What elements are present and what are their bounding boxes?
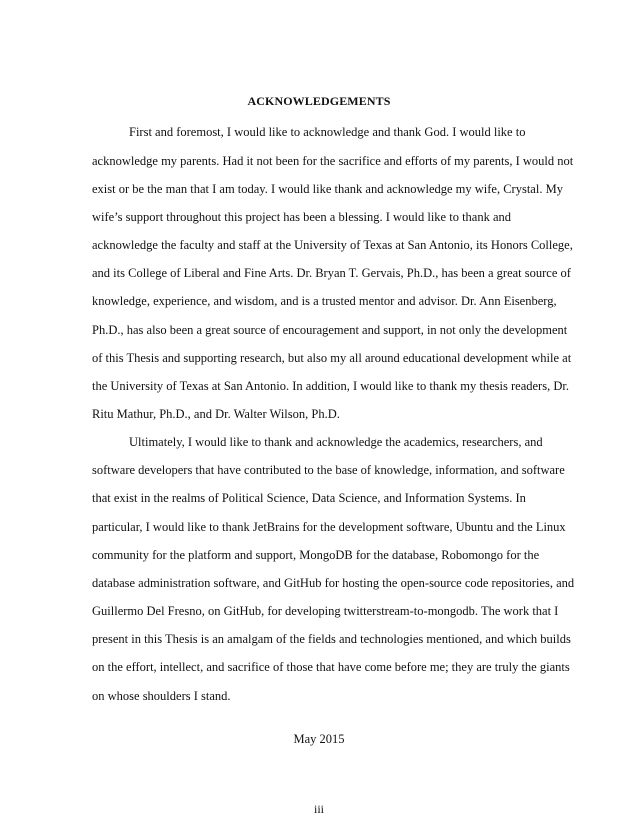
- paragraph-line: knowledge, experience, and wisdom, and is a trusted mentor and advisor. Dr. Ann Eisenberg,: [92, 294, 557, 308]
- paragraph-line: of this Thesis and supporting research, but also my all around educational development while at: [92, 351, 572, 365]
- paragraph-line: particular, I would like to thank JetBrains for the development software, Ubuntu and the Linux: [92, 520, 566, 534]
- paragraph-line: Ph.D., has also been a great source of encouragement and support, in not only the development: [92, 323, 568, 337]
- paragraph-line: acknowledge my parents. Had it not been for the sacrifice and efforts of my parents, I would not: [92, 154, 574, 168]
- paragraph-line: on whose shoulders I stand.: [92, 689, 231, 703]
- page-number: iii: [313, 802, 324, 816]
- paragraph-line: acknowledge the faculty and staff at the University of Texas at San Antonio, its Honors College,: [92, 238, 573, 252]
- paragraph-line: wife’s support throughout this project has been a blessing. I would like to thank and: [92, 210, 512, 224]
- paragraph-line: Ritu Mathur, Ph.D., and Dr. Walter Wilson, Ph.D.: [92, 407, 340, 421]
- paragraph-line: community for the platform and support, MongoDB for the database, Robomongo for the: [92, 548, 540, 562]
- paragraph-line: exist or be the man that I am today. I would like thank and acknowledge my wife, Crystal. My: [92, 182, 563, 196]
- paragraph-line: on the effort, intellect, and sacrifice of those that have come before me; they are truly the giants: [92, 660, 570, 674]
- paragraph-line: the University of Texas at San Antonio. In addition, I would like to thank my thesis readers, Dr.: [92, 379, 569, 393]
- paragraph-line: database administration software, and GitHub for hosting the open-source code repositories, and: [92, 576, 575, 590]
- paragraph-line: Ultimately, I would like to thank and acknowledge the academics, researchers, and: [129, 435, 543, 449]
- paragraph-line: software developers that have contributed to the base of knowledge, information, and software: [92, 463, 565, 477]
- paragraph-line: Guillermo Del Fresno, on GitHub, for developing twitterstream-to-mongodb. The work that I: [92, 604, 559, 618]
- paragraph-line: that exist in the realms of Political Science, Data Science, and Information Systems. In: [92, 491, 526, 505]
- paragraph-line: and its College of Liberal and Fine Arts. Dr. Bryan T. Gervais, Ph.D., has been a great source of: [92, 266, 571, 280]
- date-line: May 2015: [293, 732, 345, 746]
- paragraph-line: First and foremost, I would like to acknowledge and thank God. I would like to: [129, 125, 526, 139]
- paragraph-line: present in this Thesis is an amalgam of the fields and technologies mentioned, and which builds: [92, 632, 571, 646]
- page-heading: ACKNOWLEDGEMENTS: [247, 94, 391, 108]
